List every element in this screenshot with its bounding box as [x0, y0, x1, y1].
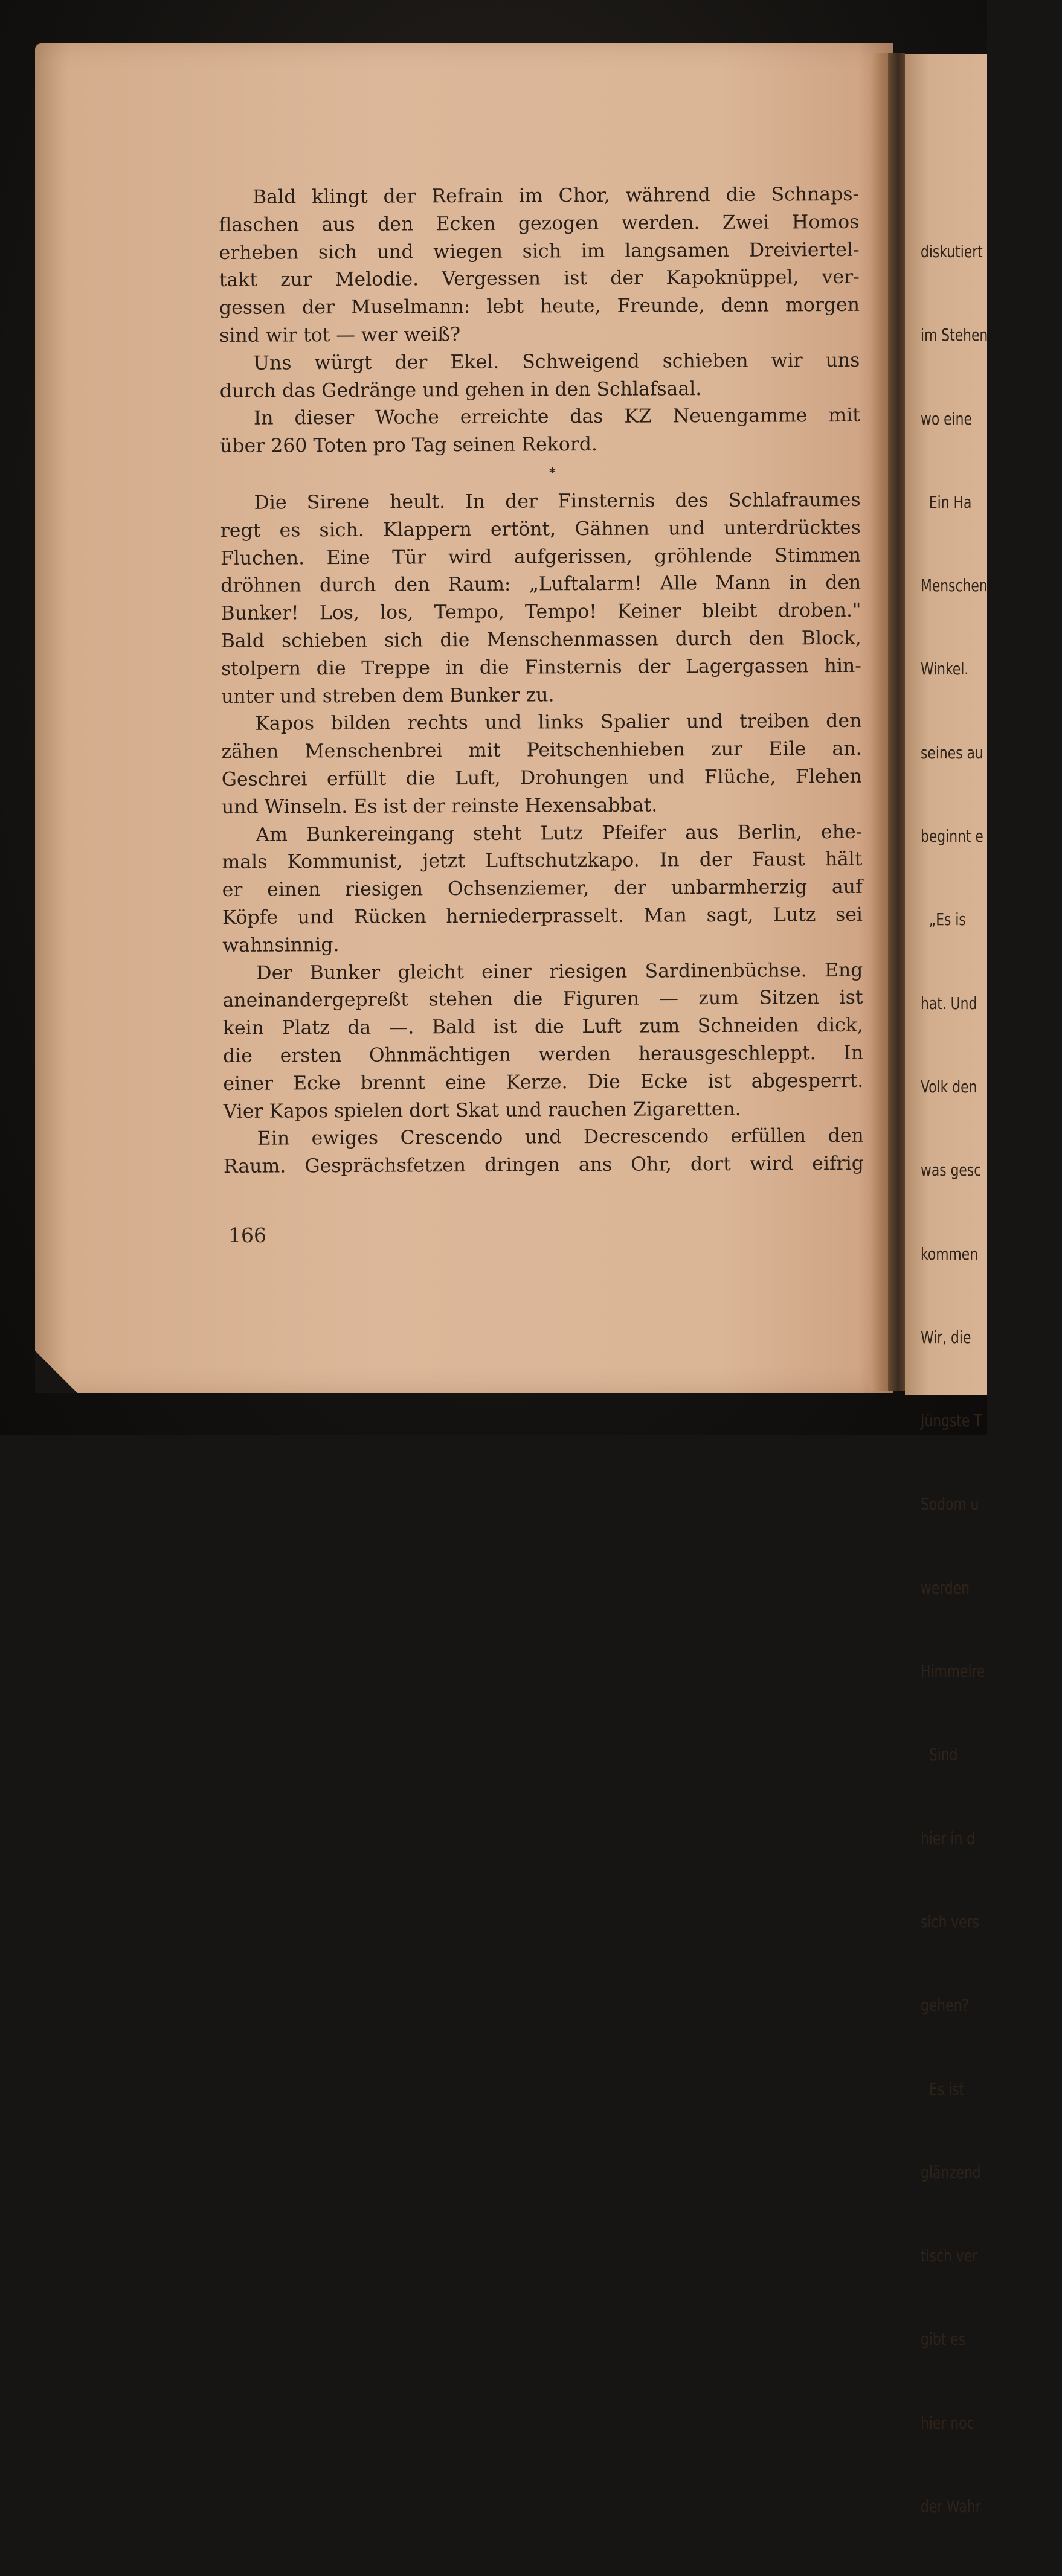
text-line: Die Sirene heult. In der Finsternis des Schlafraumes [254, 489, 861, 514]
text-line: zähen Menschenbrei mit Peitschenhieben zur Eile an. [221, 737, 862, 763]
facing-line: sich vers [921, 1911, 979, 1932]
facing-line: Menschen [921, 575, 988, 596]
book-gutter [888, 53, 905, 1391]
facing-line: hat. Und [921, 993, 977, 1013]
facing-line: gibt es [921, 2329, 966, 2350]
text-line: Ein ewiges Crescendo und Decrescendo erfüllen den [257, 1125, 864, 1150]
facing-line: Himmelre [921, 1661, 985, 1682]
text-line: wahnsinnig. [222, 934, 340, 956]
page-number: 166 [228, 1223, 266, 1247]
text-line: gessen der Muselmann: lebt heute, Freunde, denn morgen [219, 294, 860, 319]
facing-line: der Wahr [921, 2496, 981, 2517]
facing-line: hier noc [921, 2412, 974, 2433]
facing-line: Ein Ha [921, 492, 972, 512]
text-line: und Winseln. Es ist der reinste Hexensabbat. [221, 794, 658, 818]
page-body-text [219, 181, 864, 1181]
text-line: sind wir tot — wer weiß? [219, 324, 461, 347]
text-line: In dieser Woche erreichte das KZ Neuengamme mit [253, 405, 860, 430]
section-separator: * [549, 466, 556, 481]
facing-line: im Stehen [921, 325, 988, 345]
facing-line: kommen [921, 1243, 979, 1264]
facing-line: Winkel. [921, 659, 969, 679]
facing-page [905, 54, 988, 2517]
facing-line: Es ist [921, 2078, 965, 2099]
text-line: Bald klingt der Refrain im Chor, während die Schnaps- [253, 183, 860, 208]
text-line: Der Bunker gleicht einer riesigen Sardinenbüchse. Eng [256, 959, 863, 984]
facing-line: was gesc [921, 1160, 982, 1181]
text-line: er einen riesigen Ochsenziemer, der unbarmherzig auf [222, 876, 863, 902]
text-line: durch das Gedränge und gehen in den Schlafsaal. [219, 377, 702, 402]
text-line: takt zur Melodie. Vergessen ist der Kapoknüppel, ver- [219, 266, 860, 292]
text-line: Fluchen. Eine Tür wird aufgerissen, gröhlende Stimmen [220, 544, 861, 569]
facing-page-text [921, 182, 1062, 2576]
facing-line: Sind [921, 1745, 958, 1765]
text-line: Uns würgt der Ekel. Schweigend schieben wir uns [253, 349, 860, 374]
facing-line: diskutiert [921, 242, 983, 261]
text-line: über 260 Toten pro Tag seinen Rekord. [220, 434, 598, 458]
facing-line: hier in d [921, 1828, 975, 1848]
text-line: Bald schieben sich die Menschenmassen durch den Block, [220, 627, 861, 652]
facing-line: beginnt e [921, 826, 983, 847]
facing-line: seines au [921, 742, 983, 763]
text-line: Vier Kapos spielen dort Skat und rauchen Zigaretten. [223, 1098, 741, 1123]
facing-line: werden [921, 1577, 970, 1598]
facing-line: Sodom u [921, 1494, 979, 1514]
text-line: Kapos bilden rechts und links Spalier und treiben den [255, 710, 862, 735]
facing-line: wo eine [921, 408, 972, 429]
text-line: Köpfe und Rücken herniederprasselt. Man sagt, Lutz sei [222, 903, 863, 929]
text-line: kein Platz da —. Bald ist die Luft zum Schneiden dick, [222, 1014, 863, 1040]
text-line: Bunker! Los, los, Tempo, Tempo! Keiner bleibt droben." [220, 599, 861, 625]
text-line: aneinandergepreßt stehen die Figuren — zum Sitzen ist [222, 987, 863, 1012]
text-line: flaschen aus den Ecken gezogen werden. Zwei Homos [219, 211, 860, 236]
text-line: die ersten Ohnmächtigen werden herausgeschleppt. In [222, 1042, 864, 1067]
facing-line: gehen? [921, 1995, 970, 2016]
facing-line: Jüngste T [921, 1411, 982, 1431]
text-line: Geschrei erfüllt die Luft, Drohungen und Flüche, Flehen [221, 765, 862, 790]
text-line: regt es sich. Klappern ertönt, Gähnen und unterdrücktes [220, 516, 861, 542]
text-line: Am Bunkereingang steht Lutz Pfeifer aus Berlin, ehe- [256, 821, 863, 846]
text-line: erheben sich und wiegen sich im langsamen Dreiviertel- [219, 239, 860, 264]
facing-line: „Es is [921, 909, 966, 930]
facing-line: Volk den [921, 1076, 977, 1097]
text-line: mals Kommunist, jetzt Luftschutzkapo. In der Faust hält [222, 848, 863, 874]
text-line: einer Ecke brennt eine Kerze. Die Ecke ist abgesperrt. [223, 1069, 864, 1095]
facing-line: glänzend [921, 2162, 981, 2182]
facing-line: tisch ver [921, 2246, 978, 2266]
text-line: stolpern die Treppe in die Finsternis der Lagergassen hin- [220, 655, 861, 680]
text-line: Raum. Gesprächsfetzen dringen ans Ohr, dort wird eifrig [223, 1152, 864, 1178]
text-line: dröhnen durch den Raum: „Luftalarm! Alle Mann in den [220, 572, 861, 597]
text-line: unter und streben dem Bunker zu. [221, 684, 555, 708]
facing-line: Wir, die [921, 1327, 971, 1347]
